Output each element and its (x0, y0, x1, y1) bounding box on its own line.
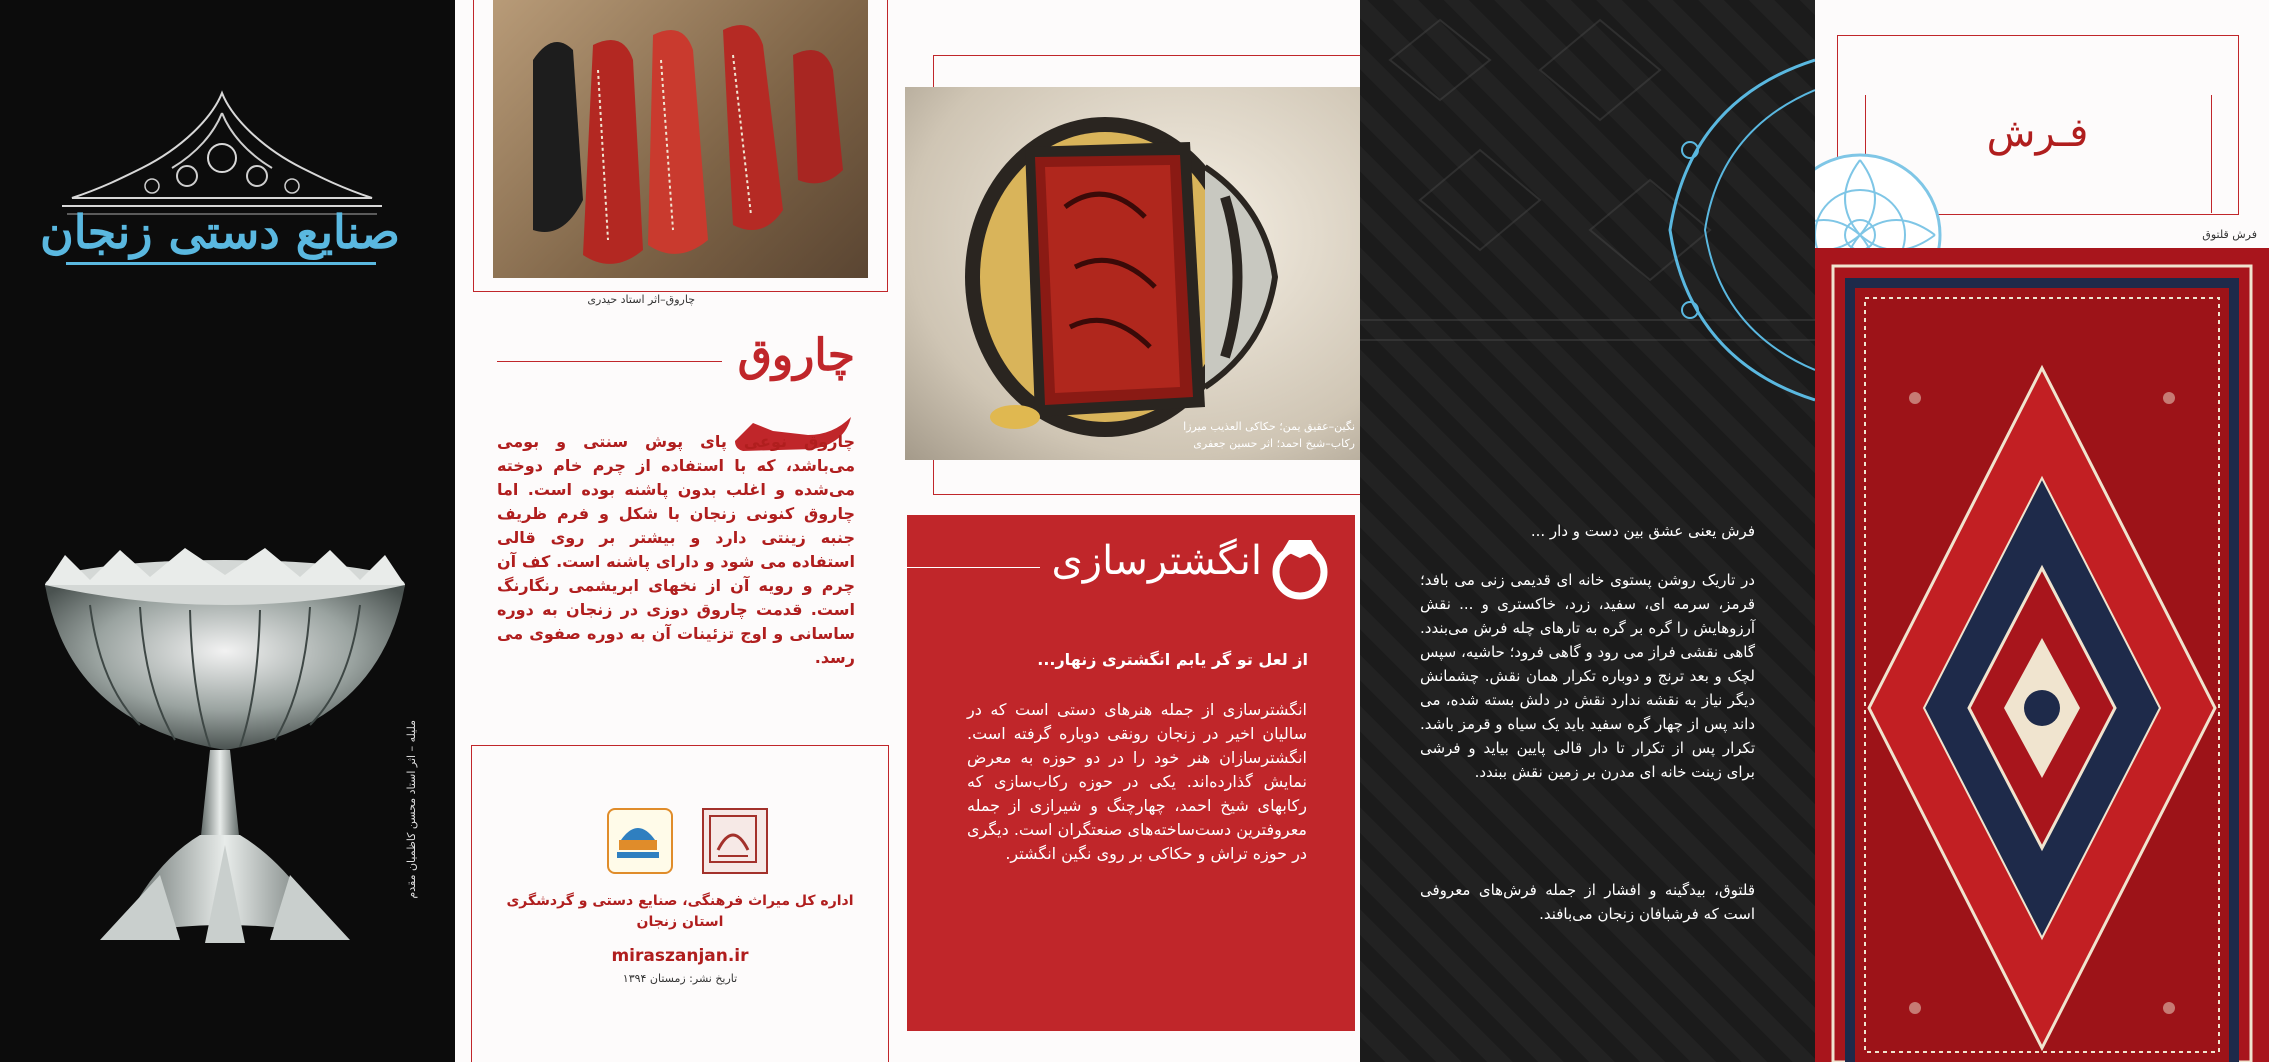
ring-photo (905, 87, 1360, 460)
dome-icon (609, 810, 667, 868)
tourism-logo (607, 808, 673, 874)
carpet-body-2: قلتوق، بیدگینه و افشار از جمله فرش‌های معروفی است که فرشبافان زنجان می‌بافند. (1420, 881, 1755, 923)
carpet-text-panel (1360, 0, 1815, 1062)
cover-title: صنایع دستی زنجان (39, 205, 400, 259)
ring-body: انگشترسازی از جمله هنرهای دستی است که در سالیان اخیر در زنجان رونقی دوباره گرفته است. انگشترسازان هنر خود را در دو حوزه به معرض نمایش گذارده‌اند. یکی در حوزه رکاب‌سازی که رکابهای شیخ احمد، چهارچنگ و شیرازی از جمله معروفترین دست‌ساخته‌های صنعتگران است. دیگری در حوزه تراش و حکاکی بر روی نگین انگشتر. (966, 700, 1307, 863)
ring-caption-line2: رکاب–شیخ احمد؛ اثر حسین جعفری (1193, 437, 1355, 450)
carpet-photo (1815, 248, 2269, 1062)
silver-bowl-image (30, 545, 420, 945)
cover-underline (66, 262, 376, 265)
charoq-heading-line (497, 361, 722, 362)
charoq-heading: چاروق (737, 330, 855, 381)
carpet-panel (1815, 0, 2269, 1062)
ring-heading: انگشترسازی (1051, 538, 1262, 584)
bowl-caption: ملیله – اثر استاد محسن کاظمیان مقدم (405, 720, 418, 899)
org-line1: اداره کل میراث فرهنگی، صنایع دستی و گردشگری (506, 893, 854, 909)
ring-illustration (905, 87, 1360, 460)
charoq-panel (455, 0, 905, 1062)
blue-arabesque-ornament (1630, 40, 1815, 420)
carpet-heading: فـرش (1986, 110, 2089, 156)
heritage-logo (702, 808, 768, 874)
ring-panel (905, 0, 1360, 1062)
publish-date: تاریخ نشر: زمستان ۱۳۹۴ (622, 972, 738, 985)
shoes-illustration (493, 0, 868, 278)
charoq-body: چاروق نوعی پای پوش سنتی و بومی می‌باشد، که با استفاده از چرم خام دوخته می‌شده و اغلب بدون پاشنه بوده است. اما چاروق کنونی زنجان با شکل و فرم ظریف جنبه زینتی دارد و بیشتر بر روی قالی استفاده می شود و دارای پاشنه است. کف آن چرم و رویه آن از نخهای ابریشمی رنگارنگ است. قدمت چاروق دوزی در زنجان به دوره ساسانی و اوج تزئینات آن به دوره صفوی می رسد. (497, 432, 855, 667)
carpet-intro: فرش یعنی عشق بین دست و دار ... (1530, 522, 1755, 540)
ring-caption-line1: نگین–عقیق یمن؛ حکاکی العذیب میرزا (1183, 420, 1355, 433)
charoq-photo-caption: چاروق–اثر استاد حیدری (587, 293, 695, 306)
carpet-photo-caption: فرش قلتوق (2202, 228, 2257, 241)
cover-panel (0, 0, 455, 1062)
charoq-photo (493, 0, 868, 278)
ring-icon (1265, 532, 1335, 602)
heritage-emblem-icon (704, 810, 762, 868)
ring-poem: از لعل تو گر یابم انگشتری زنهار... (1037, 650, 1308, 669)
carpet-body-1: در تاریک روشن پستوی خانه ای قدیمی زنی می بافد؛ قرمز، سرمه ای، سفید، زرد، خاکستری و ... نقش آرزوهایش را گره بر گره به تارهای چله فرش می‌بندد. گاهی نقشی فراز می رود و گاهی فرود؛ حاشیه، سپس لچک و بعد ترنج و دوباره تکرار همان نقش. چشمانش دیگر نیاز به نقشه ندارد نقش در دلش بسته شده، می داند پس از چهار گره سفید باید یک سیاه و قرمز باشد. تکرار پس از تکرار تا دار قالی پایین بیاید و فرشی برای زینت خانه ای مدرن بر زمین نقش ببندد. (1420, 571, 1755, 781)
ring-heading-line (905, 567, 1040, 568)
org-line2: استان زنجان (636, 914, 724, 930)
carpet-illustration (1815, 248, 2269, 1062)
website-link[interactable]: miraszanjan.ir (611, 946, 749, 966)
